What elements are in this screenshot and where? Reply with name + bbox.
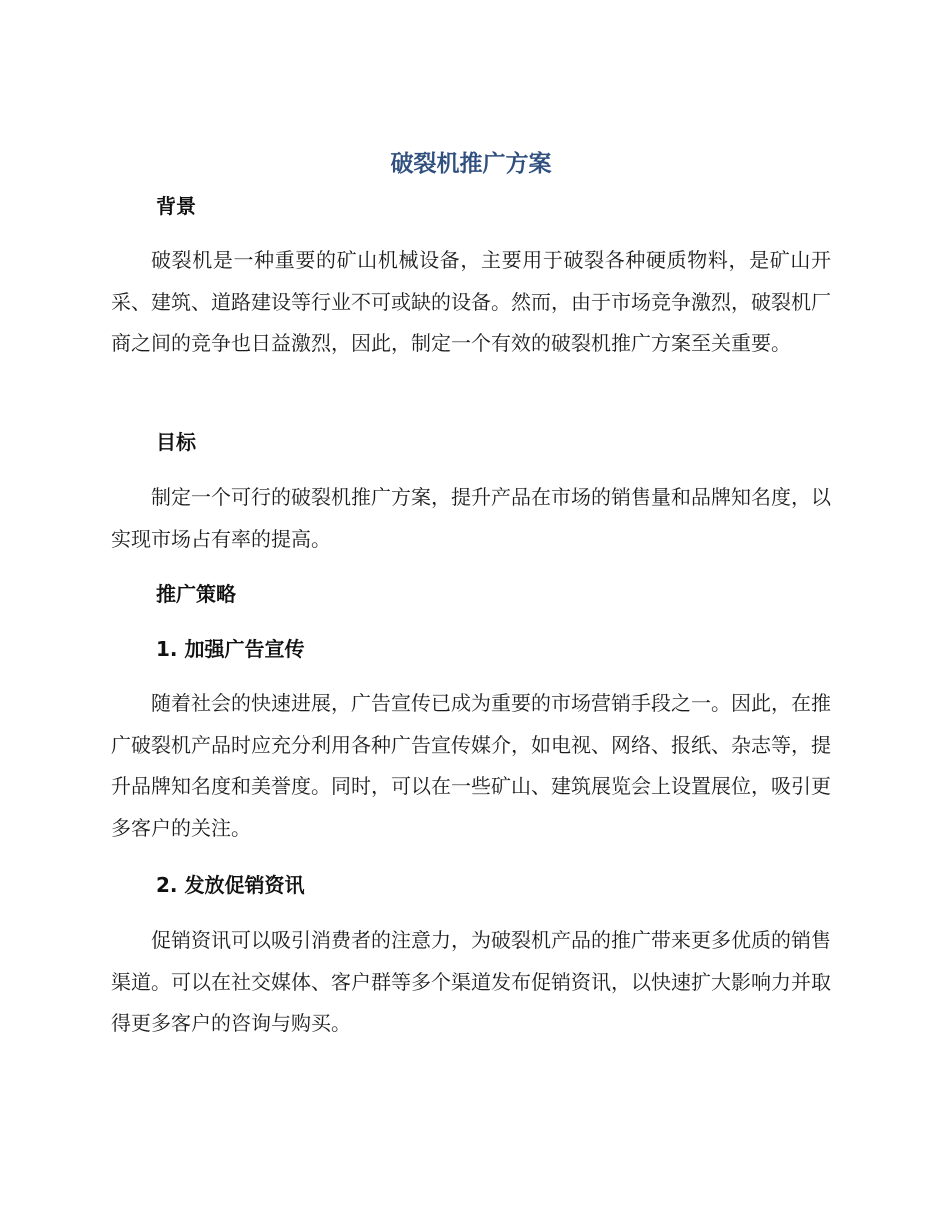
section-paragraph-goal: 制定一个可行的破裂机推广方案，提升产品在市场的销售量和品牌知名度，以实现市场占有率的提高。 bbox=[111, 485, 831, 551]
section-heading-strategy: 推广策略 bbox=[156, 582, 236, 606]
section-paragraph-promotion: 促销资讯可以吸引消费者的注意力，为破裂机产品的推广带来更多优质的销售渠道。可以在社交媒体、客户群等多个渠道发布促销资讯，以快速扩大影响力并取得更多客户的咨询与购买。 bbox=[111, 928, 831, 1035]
section-heading-background: 背景 bbox=[156, 194, 196, 218]
section-paragraph-advertising: 随着社会的快速进展，广告宣传已成为重要的市场营销手段之一。因此，在推广破裂机产品时应充分利用各种广告宣传媒介，如电视、网络、报纸、杂志等，提升品牌知名度和美誉度。同时，可以在一些矿山、建筑展览会上设置展位，吸引更多客户的关注。 bbox=[111, 691, 831, 840]
section-heading-promotion: 2. 发放促销资讯 bbox=[156, 873, 305, 897]
section-paragraph-background: 破裂机是一种重要的矿山机械设备，主要用于破裂各种硬质物料，是矿山开采、建筑、道路建设等行业不可或缺的设备。然而，由于市场竞争激烈，破裂机厂商之间的竞争也日益激烈，因此，制定一个有效的破裂机推广方案至关重要。 bbox=[111, 248, 831, 355]
section-heading-goal: 目标 bbox=[156, 430, 196, 454]
document-title: 破裂机推广方案 bbox=[390, 151, 552, 177]
section-heading-advertising: 1. 加强广告宣传 bbox=[156, 637, 305, 661]
